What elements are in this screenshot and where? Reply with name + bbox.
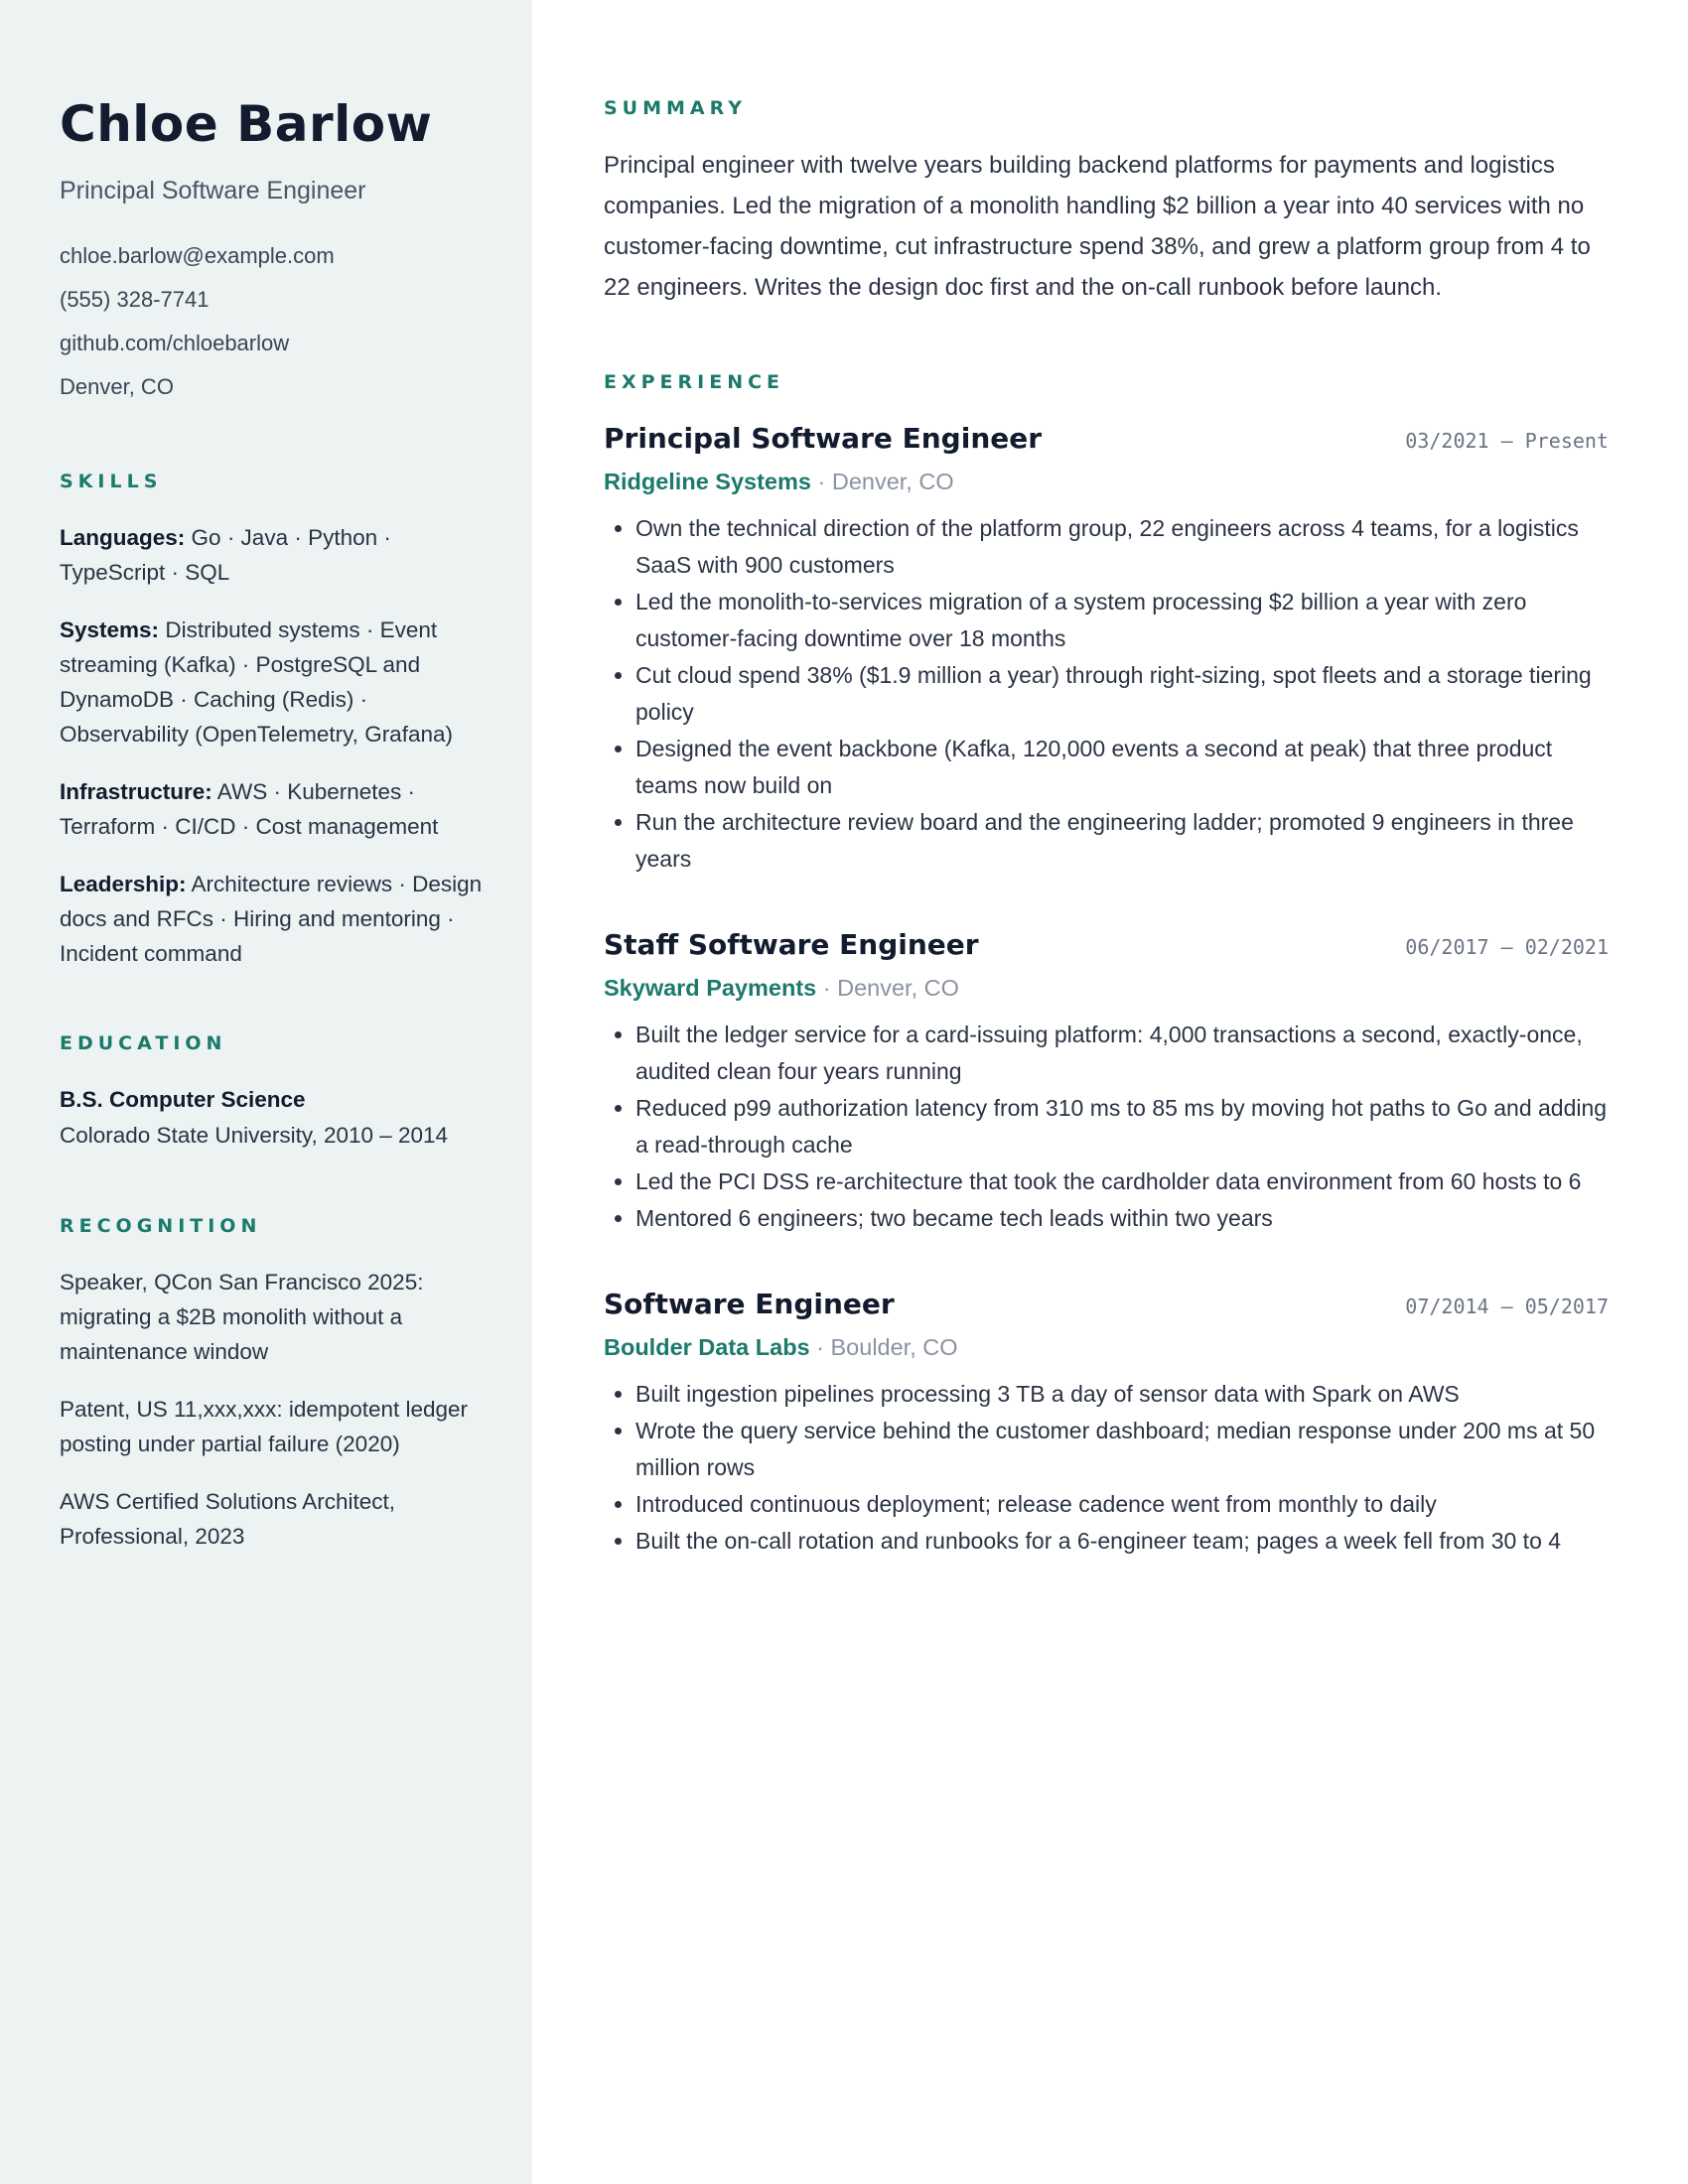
education-school: Colorado State University, 2010 – 2014 (60, 1123, 449, 1148)
job-dates: 07/2014 – 05/2017 (1405, 1295, 1609, 1318)
job-title: Principal Software Engineer (604, 422, 1043, 455)
recognition-item: AWS Certified Solutions Architect, Professional, 2023 (60, 1489, 396, 1549)
recognition-item: Speaker, QCon San Francisco 2025: migrating a $2B monolith without a maintenance window (60, 1270, 424, 1364)
education-degree: B.S. Computer Science (60, 1087, 306, 1112)
contact-github[interactable]: github.com/chloebarlow (60, 331, 290, 355)
experience-heading: EXPERIENCE (604, 371, 785, 393)
job-bullets (604, 1017, 1609, 1237)
job-bullets (604, 1376, 1609, 1560)
job-meta (604, 465, 1609, 498)
skills-heading: SKILLS (60, 471, 163, 492)
job-dates: 03/2021 – Present (1405, 429, 1609, 453)
job-header (604, 419, 1609, 459)
list-item: • Built the on-call rotation and runbooks for a 6-engineer team; pages a week fell from 30 to 4 (635, 1523, 1609, 1560)
job-entry (604, 925, 1609, 1237)
skill-label: Languages: (60, 525, 186, 550)
list-item: • Introduced continuous deployment; release cadence went from monthly to daily (635, 1486, 1609, 1523)
skill-text: AWS · Kubernetes · Terraform · CI/CD · Cost management (60, 779, 439, 839)
list-item: • Mentored 6 engineers; two became tech leads within two years (635, 1200, 1609, 1237)
job-title: Software Engineer (604, 1288, 895, 1320)
contact-email[interactable]: chloe.barlow@example.com (60, 243, 335, 268)
job-location: · Denver, CO (816, 975, 959, 1001)
list-item: • Own the technical direction of the platform group, 22 engineers across 4 teams, for a logistics SaaS with 900 customers (635, 510, 1609, 584)
job-bullets (604, 510, 1609, 878)
skill-label: Leadership: (60, 872, 187, 896)
list-item: • Led the monolith-to-services migration of a system processing $2 billion a year with zero customer-facing downtime over 18 months (635, 584, 1609, 657)
skill-label: Infrastructure: (60, 779, 212, 804)
skill-label: Systems: (60, 617, 160, 642)
contact-location: Denver, CO (60, 374, 174, 399)
candidate-title: Principal Software Engineer (60, 177, 366, 205)
job-company: Skyward Payments (604, 975, 817, 1001)
list-item: • Led the PCI DSS re-architecture that took the cardholder data environment from 60 hosts to 6 (635, 1163, 1609, 1200)
list-item: • Reduced p99 authorization latency from 310 ms to 85 ms by moving hot paths to Go and adding a read-through cache (635, 1090, 1609, 1163)
job-meta (604, 1330, 1609, 1364)
recognition-item: Patent, US 11,xxx,xxx: idempotent ledger posting under partial failure (2020) (60, 1397, 469, 1456)
job-company: Boulder Data Labs (604, 1334, 810, 1360)
job-location: · Boulder, CO (809, 1334, 958, 1360)
list-item: • Wrote the query service behind the customer dashboard; median response under 200 ms at 50 million rows (635, 1413, 1609, 1486)
skill-text: Architecture reviews · Design docs and RFCs · Hiring and mentoring · Incident command (60, 872, 483, 966)
contact-list (60, 234, 492, 409)
skill-text: Go · Java · Python · TypeScript · SQL (60, 525, 391, 585)
job-company: Ridgeline Systems (604, 469, 811, 494)
job-header (604, 1285, 1609, 1324)
job-title: Staff Software Engineer (604, 928, 979, 961)
job-header (604, 925, 1609, 965)
main-content (532, 0, 1688, 2184)
job-meta (604, 971, 1609, 1005)
job-entry (604, 1285, 1609, 1560)
skill-group (60, 774, 492, 844)
skill-group (60, 613, 492, 751)
job-entry (604, 419, 1609, 878)
contact-phone[interactable]: (555) 328-7741 (60, 287, 210, 312)
candidate-name: Chloe Barlow (60, 95, 433, 153)
list-item: • Cut cloud spend 38% ($1.9 million a year) through right-sizing, spot fleets and a storage tiering policy (635, 657, 1609, 731)
job-location: · Denver, CO (810, 469, 954, 494)
job-dates: 06/2017 – 02/2021 (1405, 935, 1609, 959)
summary-heading: SUMMARY (604, 97, 747, 119)
list-item: • Built ingestion pipelines processing 3 TB a day of sensor data with Spark on AWS (635, 1376, 1609, 1413)
list-item: • Run the architecture review board and the engineering ladder; promoted 9 engineers in three years (635, 804, 1609, 878)
recognition-heading: RECOGNITION (60, 1215, 262, 1237)
skill-text: Distributed systems · Event streaming (Kafka) · PostgreSQL and DynamoDB · Caching (Redis) · Observability (OpenTelemetry, Grafana) (60, 617, 453, 747)
list-item: • Built the ledger service for a card-issuing platform: 4,000 transactions a second, exactly-once, audited clean four years running (635, 1017, 1609, 1090)
sidebar (0, 0, 532, 2184)
skill-group (60, 867, 492, 971)
education-heading: EDUCATION (60, 1032, 227, 1054)
skill-group (60, 520, 492, 590)
summary-text: Principal engineer with twelve years building backend platforms for payments and logistics companies. Led the migration of a monolith handling $2 billion a year into 40 services with no customer-facing downtime, cut infrastructure spend 38%, and grew a platform group from 4 to 22 engineers. Writes the design doc first and the on-call runbook before launch. (604, 152, 1591, 301)
list-item: • Designed the event backbone (Kafka, 120,000 events a second at peak) that three product teams now build on (635, 731, 1609, 804)
